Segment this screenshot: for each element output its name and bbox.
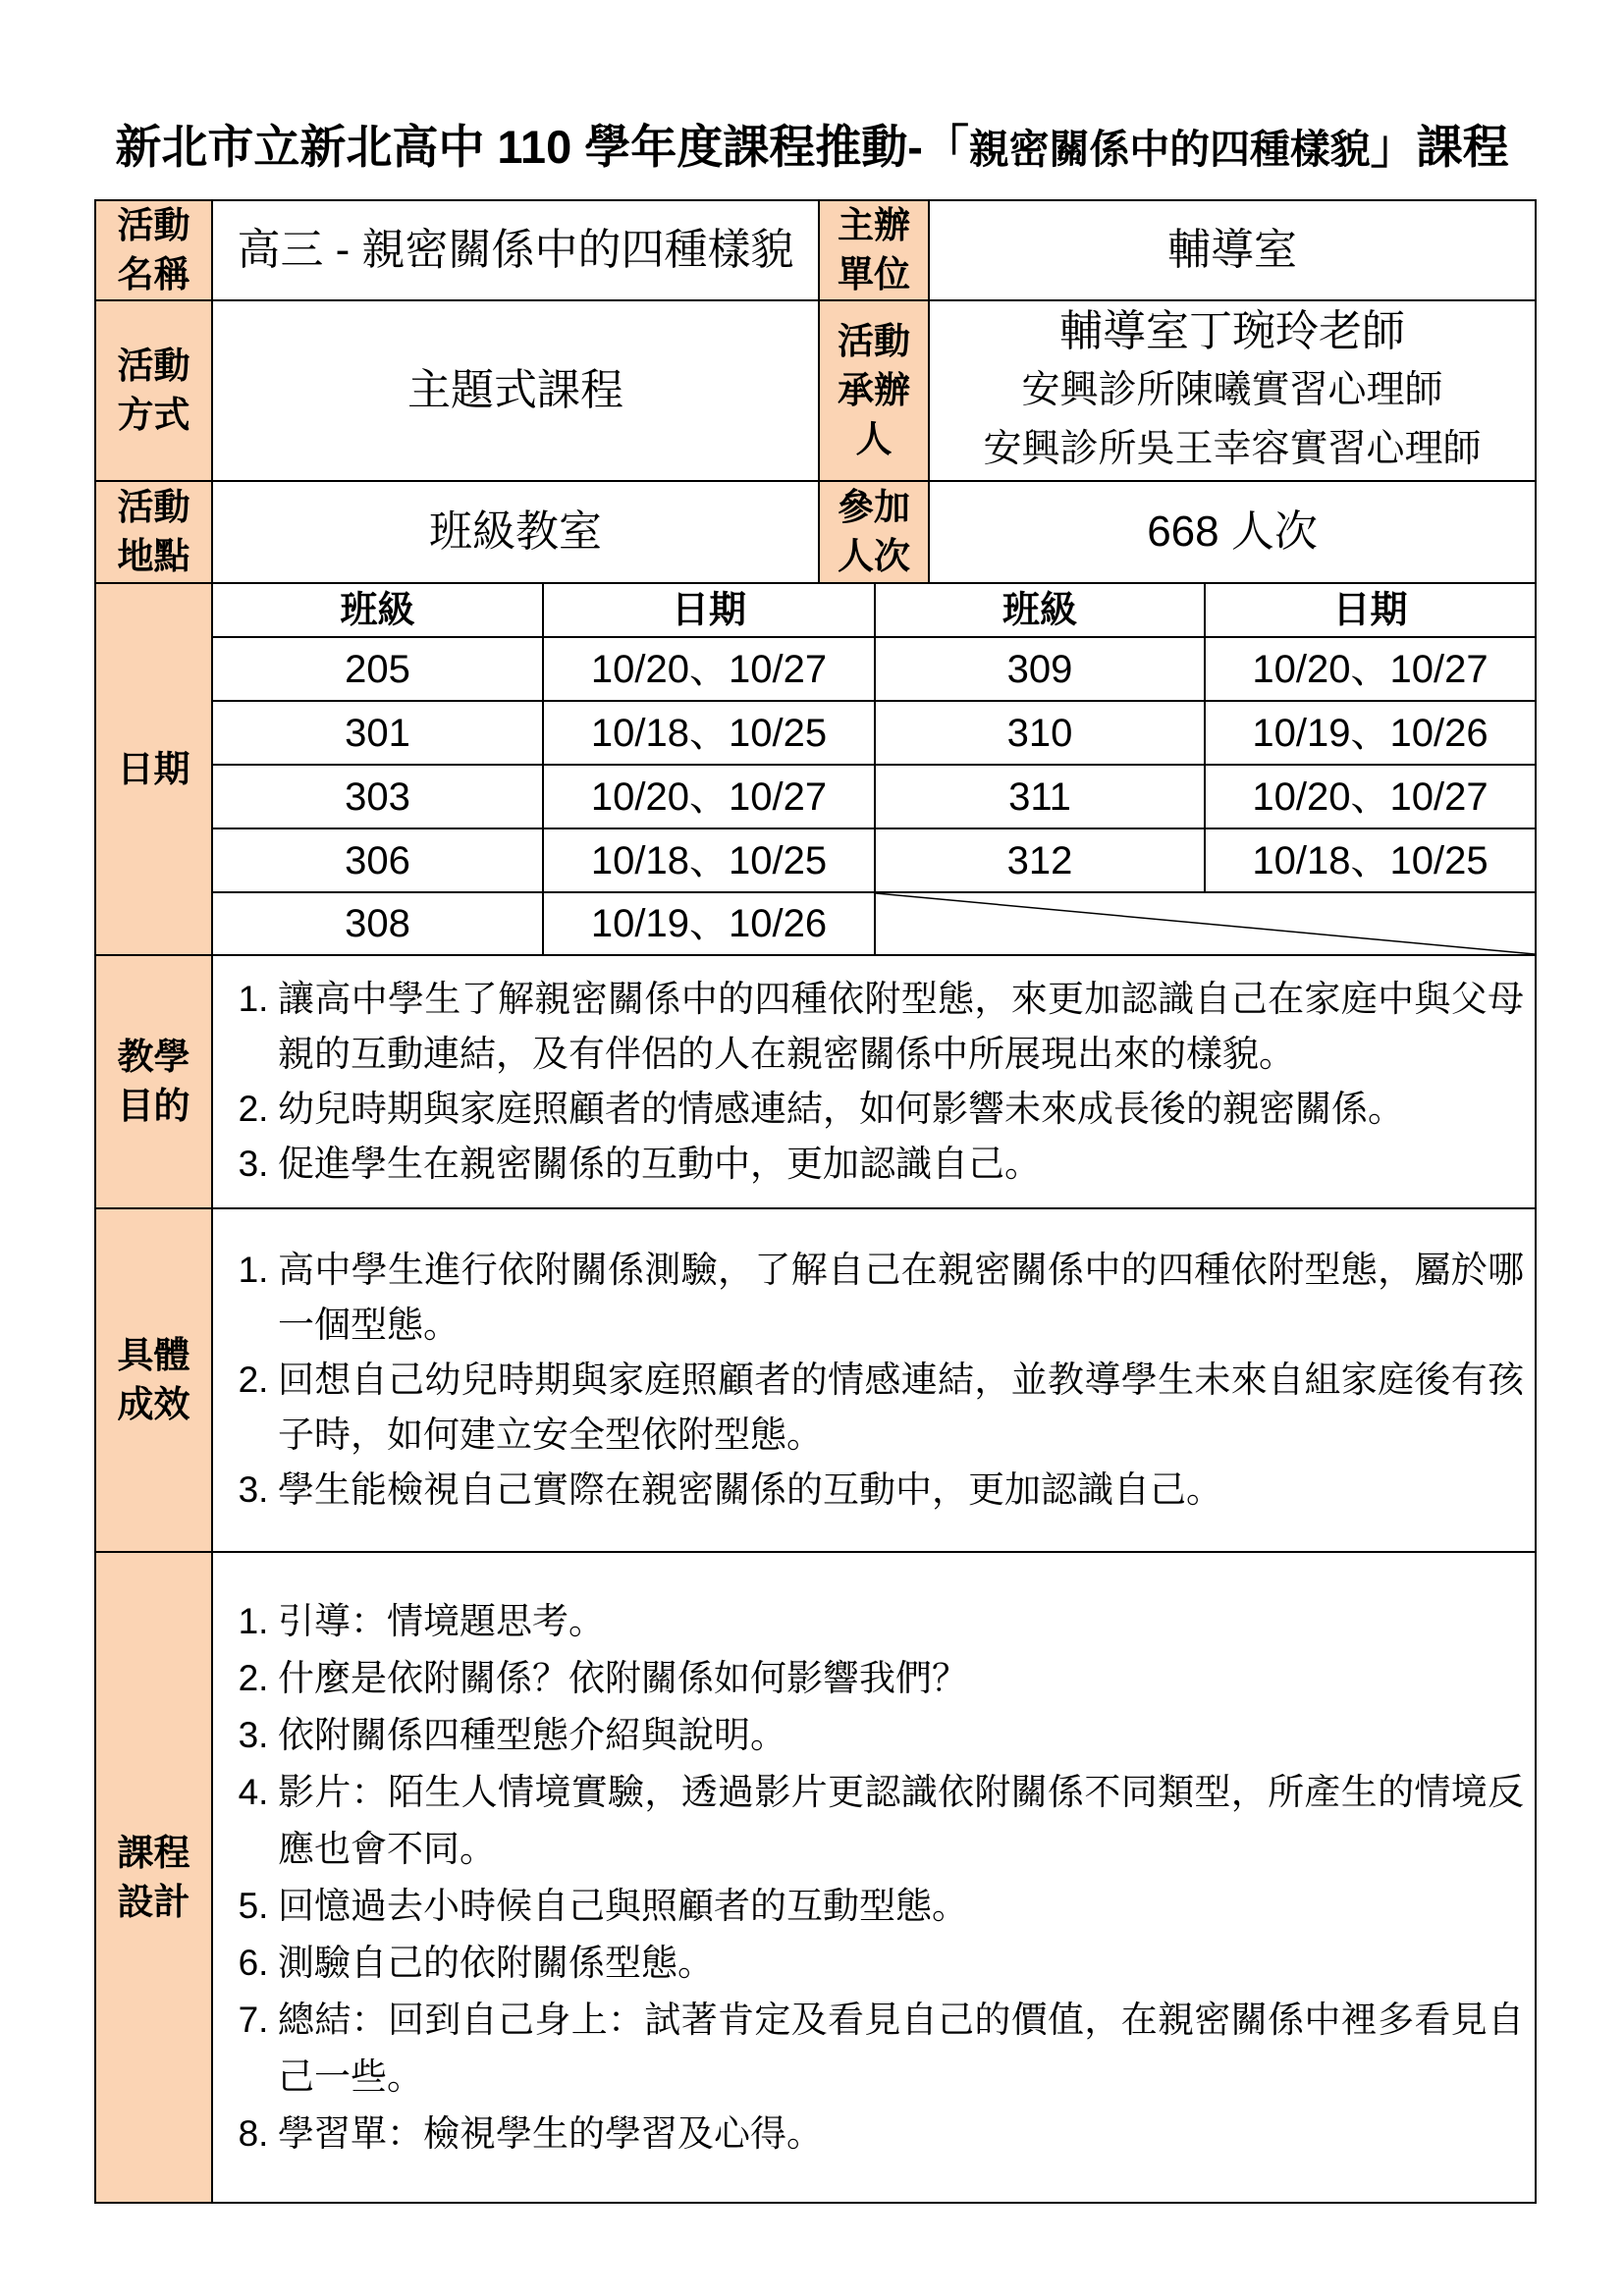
location-label: 活動地點 [117, 487, 190, 576]
list-item [229, 2106, 1535, 2163]
attendance-label-cell [819, 481, 929, 583]
row-outcomes [95, 1208, 1536, 1552]
row-activity-location [95, 481, 1536, 583]
item-text: 依附關係四種型態介紹與說明。 [278, 1714, 786, 1755]
schedule-row [95, 892, 1536, 955]
method-cell [212, 300, 819, 481]
item-text: 什麼是依附關係？依附關係如何影響我們？ [278, 1657, 968, 1698]
schedule-row [95, 828, 1536, 892]
list-item [229, 1353, 1535, 1463]
outcomes-label: 具體成效 [117, 1335, 190, 1424]
row-activity-name [95, 200, 1536, 300]
schedule-header-row [95, 583, 1536, 637]
undertaker-line: 安興診所吳王幸容實習心理師 [983, 428, 1482, 470]
class-number: 301 [212, 701, 543, 765]
method: 主題式課程 [407, 366, 623, 414]
objectives-label: 教學目的 [117, 1037, 190, 1126]
organizer: 輔導室 [1167, 226, 1298, 274]
course-design-label: 課程設計 [117, 1832, 190, 1922]
objectives-cell [212, 955, 1536, 1208]
course-design-list [213, 1593, 1535, 2163]
item-text: 回想自己幼兒時期與家庭照顧者的情感連結，並教導學生未來自組家庭後有孩子時，如何建立安全型依附型態。 [278, 1360, 1525, 1455]
diagonal-slash [876, 893, 1535, 954]
item-number: 4. [238, 1771, 269, 1812]
list-item [229, 1878, 1535, 1935]
class-dates: 10/20、10/27 [1205, 637, 1536, 701]
undertakers-cell [929, 300, 1536, 481]
list-item [229, 1243, 1535, 1353]
outcomes-cell [212, 1208, 1536, 1552]
class-dates: 10/19、10/26 [1205, 701, 1536, 765]
list-item [229, 1650, 1535, 1707]
undertaker-label: 活動承辦人 [838, 321, 911, 459]
class-dates: 10/18、10/25 [543, 828, 875, 892]
table-body [95, 200, 1536, 2203]
item-text: 高中學生進行依附關係測驗，了解自己在親密關係中的四種依附型態，屬於哪一個型態。 [278, 1250, 1525, 1345]
item-number: 2. [238, 1657, 269, 1698]
attendance-cell [929, 481, 1536, 583]
item-text: 測驗自己的依附關係型態。 [278, 1942, 714, 1983]
list-item [229, 1935, 1535, 1992]
row-activity-method [95, 300, 1536, 481]
class-number: 308 [212, 892, 543, 955]
schedule-header-date: 日期 [1205, 583, 1536, 637]
row-objectives [95, 955, 1536, 1208]
item-number: 2. [238, 1360, 269, 1400]
item-number: 5. [238, 1885, 269, 1926]
item-number: 2. [238, 1089, 269, 1129]
list-item [229, 1764, 1535, 1878]
item-number: 1. [238, 1600, 269, 1641]
schedule-label-cell [95, 583, 212, 955]
schedule-row [95, 701, 1536, 765]
organizer-label-cell [819, 200, 929, 300]
class-dates: 10/18、10/25 [1205, 828, 1536, 892]
class-number: 311 [875, 765, 1205, 828]
undertaker-line: 輔導室丁琬玲老師 [1059, 307, 1406, 355]
item-text: 總結：回到自己身上：試著肯定及看見自己的價值，在親密關係中裡多看見自己一些。 [278, 1999, 1525, 2097]
class-dates: 10/18、10/25 [543, 701, 875, 765]
activity-name-label: 活動名稱 [117, 205, 190, 294]
item-text: 影片：陌生人情境實驗，透過影片更認識依附關係不同類型，所產生的情境反應也會不同。 [278, 1771, 1525, 1869]
objectives-list [213, 972, 1535, 1192]
schedule-label: 日期 [117, 748, 190, 789]
class-dates: 10/20、10/27 [543, 765, 875, 828]
activity-name: 高三 - 親密關係中的四種樣貌 [237, 226, 794, 274]
outcomes-list [213, 1243, 1535, 1518]
list-item [229, 1463, 1535, 1518]
item-text: 促進學生在親密關係的互動中，更加認識自己。 [278, 1144, 1041, 1184]
item-number: 1. [238, 1250, 269, 1290]
location-label-cell [95, 481, 212, 583]
item-text: 學習單：檢視學生的學習及心得。 [278, 2112, 823, 2154]
class-dates: 10/19、10/26 [543, 892, 875, 955]
item-number: 3. [238, 1144, 269, 1184]
item-text: 回憶過去小時候自己與照顧者的互動型態。 [278, 1885, 968, 1926]
class-dates: 10/20、10/27 [1205, 765, 1536, 828]
item-number: 3. [238, 1714, 269, 1755]
class-number: 312 [875, 828, 1205, 892]
item-number: 7. [238, 1999, 269, 2040]
organizer-label: 主辦單位 [838, 205, 911, 294]
course-design-cell [212, 1552, 1536, 2203]
class-dates: 10/20、10/27 [543, 637, 875, 701]
outcomes-label-cell [95, 1208, 212, 1552]
undertaker-line: 安興診所陳曦實習心理師 [1021, 369, 1443, 411]
class-number: 303 [212, 765, 543, 828]
empty-slashed-cell [875, 892, 1536, 955]
title-suffix: 」課程 [1370, 121, 1509, 173]
list-item [229, 1593, 1535, 1650]
class-number: 205 [212, 637, 543, 701]
schedule-row [95, 765, 1536, 828]
method-label: 活動方式 [117, 346, 190, 435]
class-number: 310 [875, 701, 1205, 765]
location: 班級教室 [429, 507, 602, 556]
attendance: 668 人次 [1147, 507, 1318, 556]
item-text: 幼兒時期與家庭照顧者的情感連結，如何影響未來成長後的親密關係。 [278, 1089, 1404, 1129]
schedule-header-class: 班級 [875, 583, 1205, 637]
objectives-label-cell [95, 955, 212, 1208]
diagonal-line [876, 893, 1535, 954]
activity-name-cell [212, 200, 819, 300]
item-number: 1. [238, 979, 269, 1019]
location-cell [212, 481, 819, 583]
activity-name-label-cell [95, 200, 212, 300]
class-number: 306 [212, 828, 543, 892]
schedule-header-date: 日期 [543, 583, 875, 637]
document-title [0, 116, 1624, 179]
row-course-design [95, 1552, 1536, 2203]
list-item [229, 972, 1535, 1082]
item-text: 引導：情境題思考。 [278, 1600, 605, 1641]
class-number: 309 [875, 637, 1205, 701]
item-text: 讓高中學生了解親密關係中的四種依附型態，來更加認識自己在家庭中與父母親的互動連結，及有伴侶的人在親密關係中所展現出來的樣貌。 [278, 979, 1525, 1074]
list-item [229, 1707, 1535, 1764]
item-number: 3. [238, 1469, 269, 1510]
method-label-cell [95, 300, 212, 481]
undertaker-label-cell [819, 300, 929, 481]
title-highlight: 親密關係中的四種樣貌 [968, 127, 1371, 172]
title-prefix: 新北市立新北高中 110 學年度課程推動-「 [115, 121, 969, 173]
list-item [229, 1992, 1535, 2106]
attendance-label: 參加人次 [838, 487, 911, 576]
course-record-table [94, 199, 1537, 2204]
item-number: 6. [238, 1942, 269, 1983]
item-number: 8. [238, 2112, 269, 2154]
list-item [229, 1082, 1535, 1137]
organizer-cell [929, 200, 1536, 300]
item-text: 學生能檢視自己實際在親密關係的互動中，更加認識自己。 [278, 1469, 1222, 1510]
course-design-label-cell [95, 1552, 212, 2203]
schedule-header-class: 班級 [212, 583, 543, 637]
schedule-row [95, 637, 1536, 701]
list-item [229, 1137, 1535, 1192]
